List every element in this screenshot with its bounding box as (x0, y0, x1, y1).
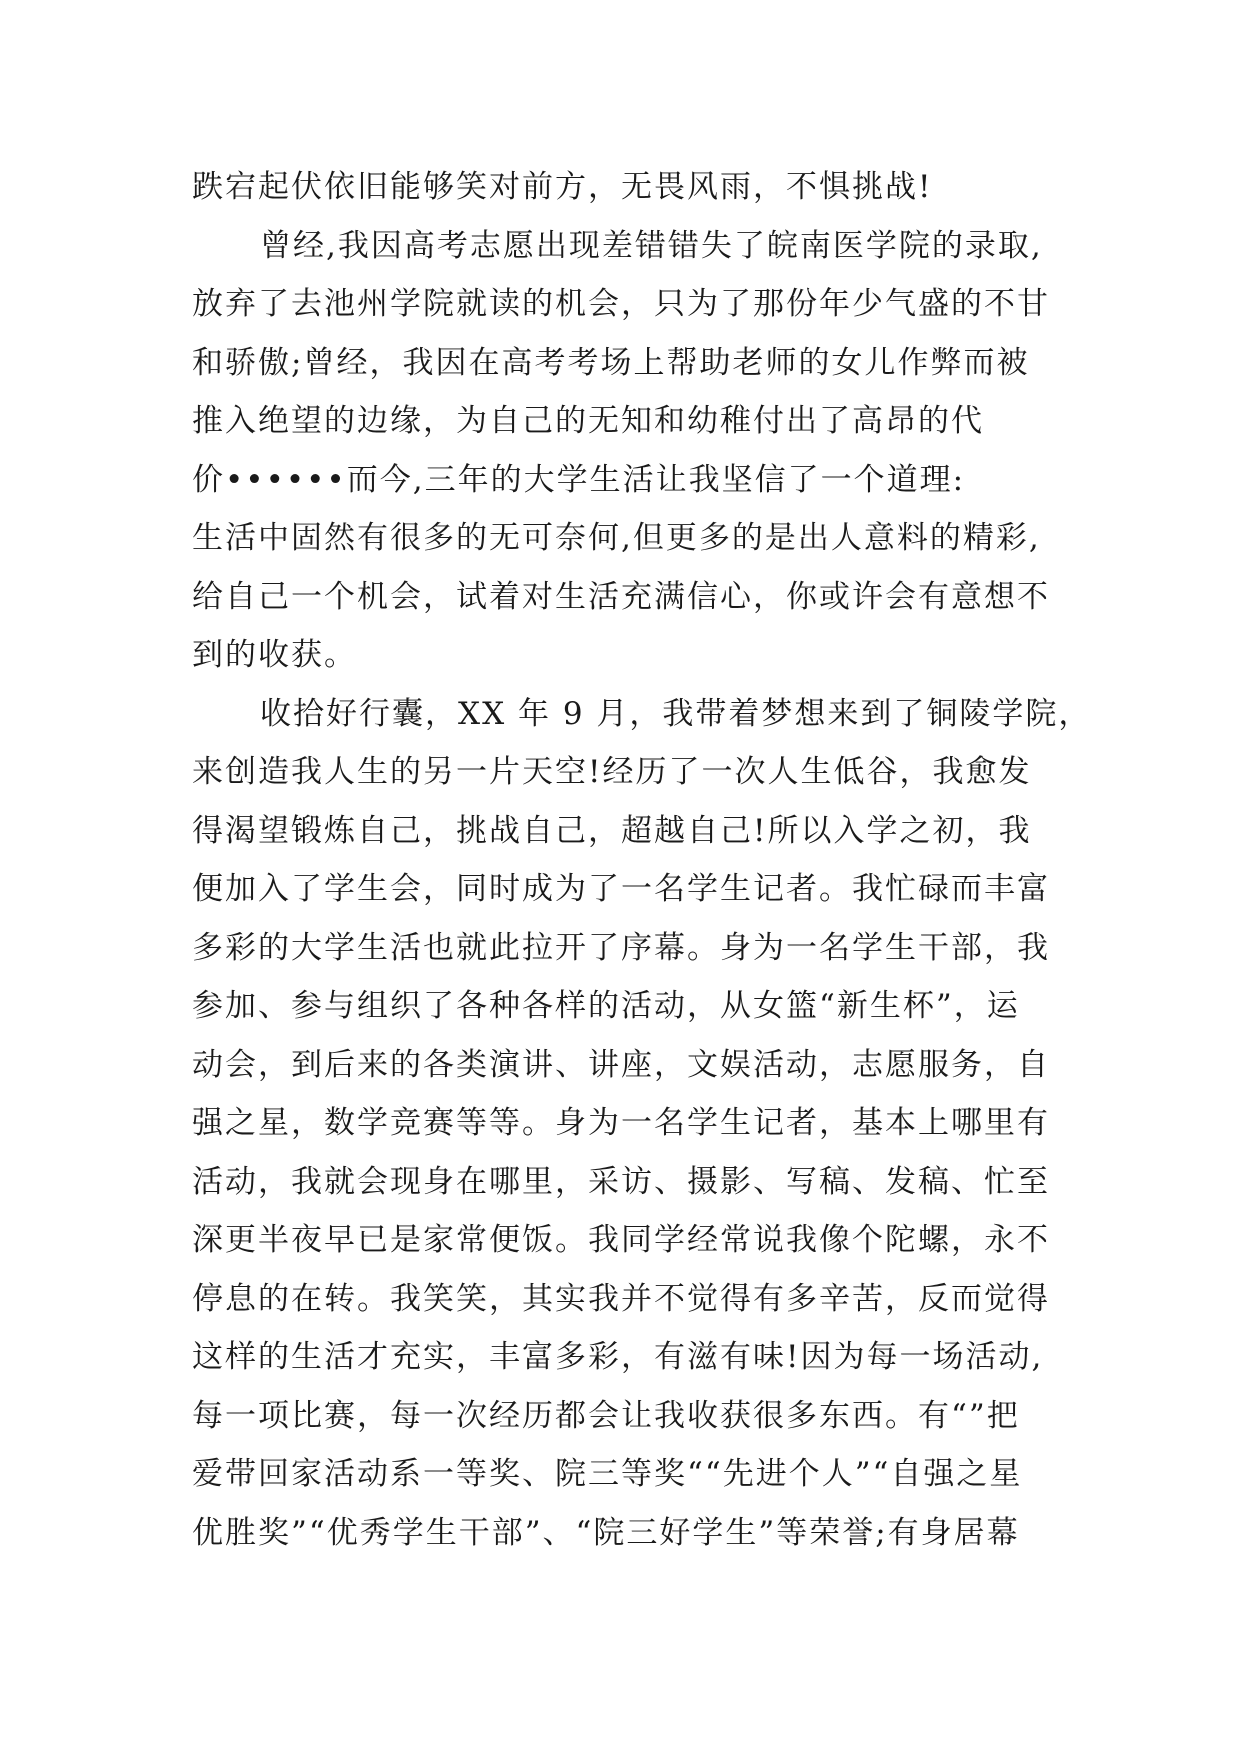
text-line: 这样的生活才充实，丰富多彩，有滋有味!因为每一场活动, (192, 1339, 1044, 1375)
text-line: 动会，到后来的各类演讲、讲座，文娱活动，志愿服务，自 (192, 1046, 1050, 1083)
text-line: 深更半夜早已是家常便饭。我同学经常说我像个陀螺，永不 (192, 1222, 1050, 1258)
text-line: 给自己一个机会，试着对生活充满信心，你或许会有意想不 (192, 578, 1050, 615)
body-text (192, 158, 1092, 1562)
text-line: 价••••••而今,三年的大学生活让我坚信了一个道理: (192, 461, 966, 498)
text-line: 活动，我就会现身在哪里，采访、摄影、写稿、发稿、忙至 (192, 1163, 1050, 1200)
text-line: 放弃了去池州学院就读的机会，只为了那份年少气盛的不甘 (192, 286, 1050, 322)
text-line: 爱带回家活动系一等奖、院三等奖““先进个人”“自强之星 (192, 1456, 1023, 1492)
text-line: 推入绝望的边缘，为自己的无知和幼稚付出了高昂的代 (192, 403, 984, 439)
text-line: 多彩的大学生活也就此拉开了序幕。身为一名学生干部，我 (192, 929, 1050, 966)
text-line: 跌宕起伏依旧能够笑对前方，无畏风雨，不惧挑战! (192, 169, 933, 205)
text-line: 得渴望锻炼自己，挑战自己，超越自己!所以入学之初，我 (192, 812, 1032, 849)
text-line: 来创造我人生的另一片天空!经历了一次人生低谷，我愈发 (192, 754, 1032, 790)
text-line: 便加入了学生会，同时成为了一名学生记者。我忙碌而丰富 (192, 871, 1050, 907)
text-line: 优胜奖”“优秀学生干部”、“院三好学生”等荣誉;有身居幕 (192, 1514, 1020, 1551)
paragraph-start-line: 收拾好行囊，XX 年 9 月，我带着梦想来到了铜陵学院， (260, 695, 1092, 732)
text-line: 停息的在转。我笑笑，其实我并不觉得有多辛苦，反而觉得 (192, 1280, 1050, 1317)
text-line: 和骄傲;曾经，我因在高考考场上帮助老师的女儿作弊而被 (192, 344, 1030, 381)
text-line: 强之星，数学竞赛等等。身为一名学生记者，基本上哪里有 (192, 1105, 1050, 1141)
text-line: 生活中固然有很多的无可奈何,但更多的是出人意料的精彩, (192, 520, 1041, 556)
text-line: 参加、参与组织了各种各样的活动，从女篮“新生杯”，运 (192, 988, 1020, 1024)
text-line: 每一项比赛，每一次经历都会让我收获很多东西。有“”把 (192, 1397, 1020, 1434)
paragraph-start-line: 曾经,我因高考志愿出现差错错失了皖南医学院的录取, (260, 227, 1043, 264)
text-line: 到的收获。 (192, 637, 357, 673)
